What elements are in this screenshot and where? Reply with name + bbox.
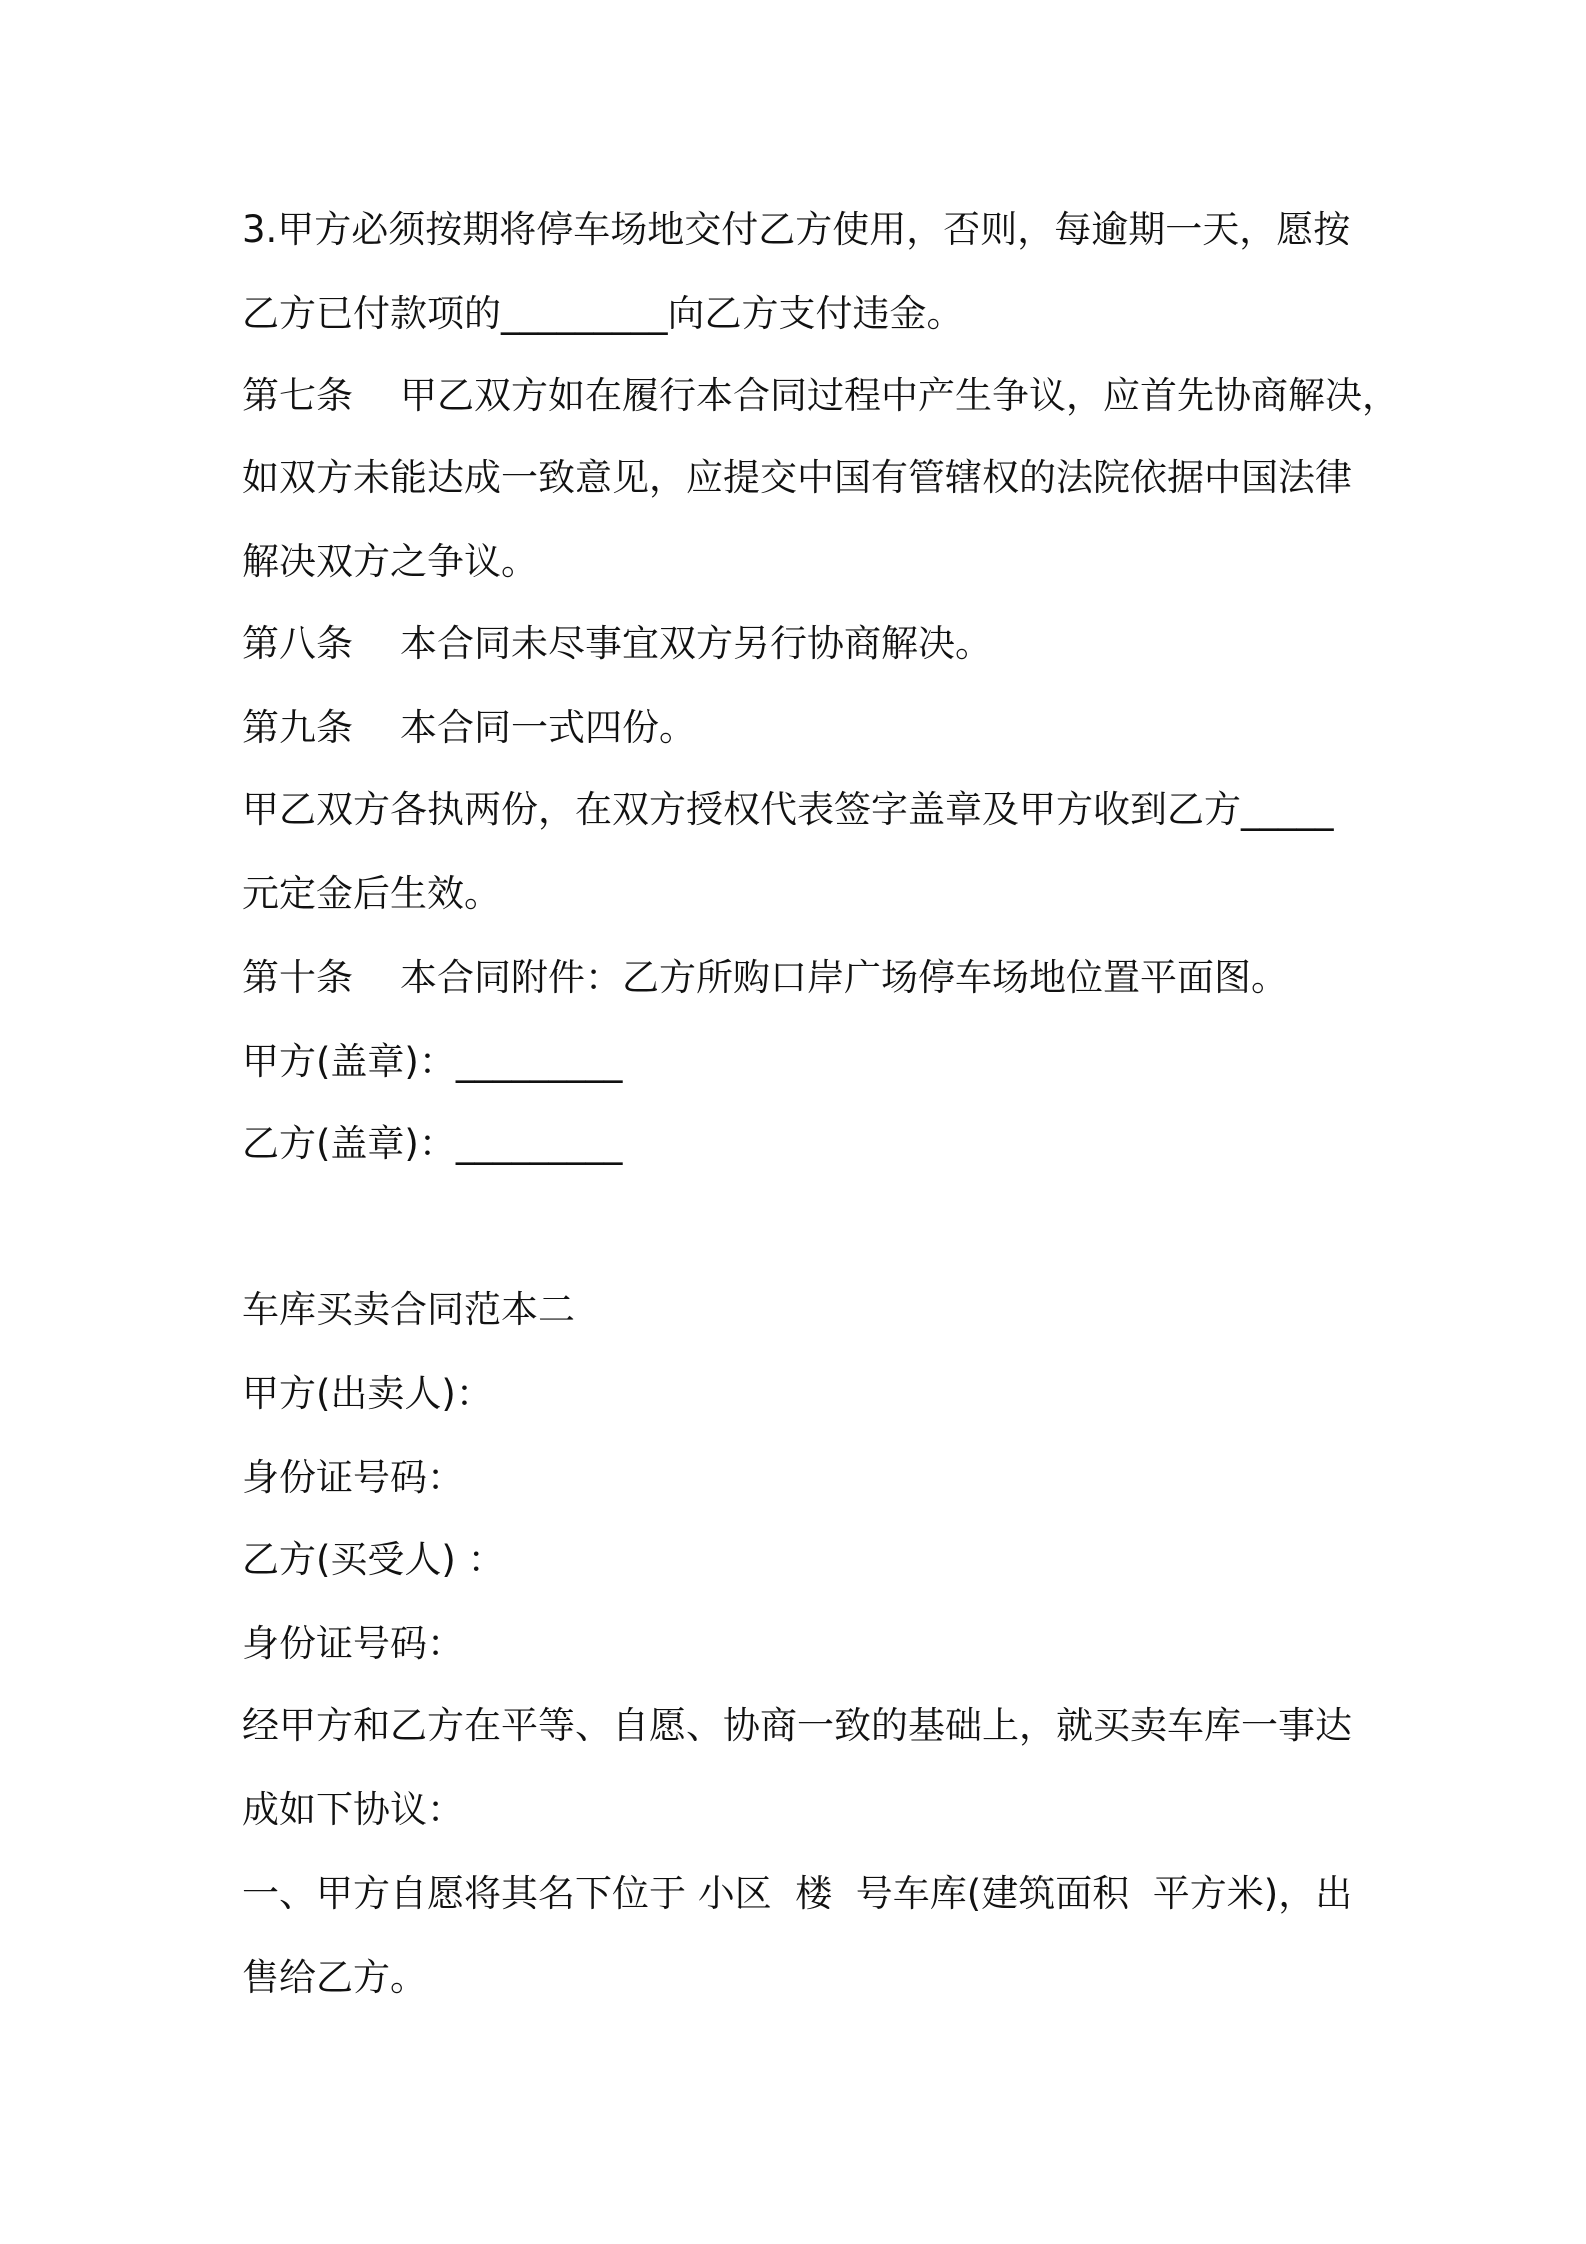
party-b-signature-line: 乙方(盖章)：_________ xyxy=(242,1122,623,1165)
buyer-field-line: 乙方(买受人) ： xyxy=(242,1538,505,1581)
paragraph-line: 经甲方和乙方在平等、自愿、协商一致的基础上，就买卖车库一事达 xyxy=(242,1704,1352,1747)
article-10-line: 第十条 本合同附件：乙方所购口岸广场停车场地位置平面图。 xyxy=(242,956,1289,999)
paragraph-line: 解决双方之争议。 xyxy=(242,540,538,583)
paragraph-line: 甲乙双方各执两份，在双方授权代表签字盖章及甲方收到乙方_____ xyxy=(242,788,1334,831)
clause-1-line: 一、甲方自愿将其名下位于 小区 楼 号车库(建筑面积 平方米)，出 xyxy=(242,1872,1353,1915)
buyer-id-line: 身份证号码： xyxy=(242,1622,464,1665)
paragraph-line: 3.甲方必须按期将停车场地交付乙方使用，否则，每逾期一天，愿按 xyxy=(242,208,1351,251)
seller-field-line: 甲方(出卖人)： xyxy=(242,1372,493,1415)
article-7-line: 第七条 甲乙双方如在履行本合同过程中产生争议，应首先协商解决， xyxy=(242,374,1400,417)
section-title: 车库买卖合同范本二 xyxy=(242,1288,575,1331)
paragraph-line: 售给乙方。 xyxy=(242,1956,427,1999)
paragraph-line: 如双方未能达成一致意见，应提交中国有管辖权的法院依据中国法律 xyxy=(242,456,1352,499)
paragraph-line: 乙方已付款项的_________向乙方支付违金。 xyxy=(242,292,964,335)
article-8-line: 第八条 本合同未尽事宜双方另行协商解决。 xyxy=(242,622,993,665)
paragraph-line: 成如下协议： xyxy=(242,1788,464,1831)
paragraph-line: 元定金后生效。 xyxy=(242,872,501,915)
seller-id-line: 身份证号码： xyxy=(242,1456,464,1499)
article-9-line: 第九条 本合同一式四份。 xyxy=(242,706,697,749)
party-a-signature-line: 甲方(盖章)：_________ xyxy=(242,1040,623,1083)
